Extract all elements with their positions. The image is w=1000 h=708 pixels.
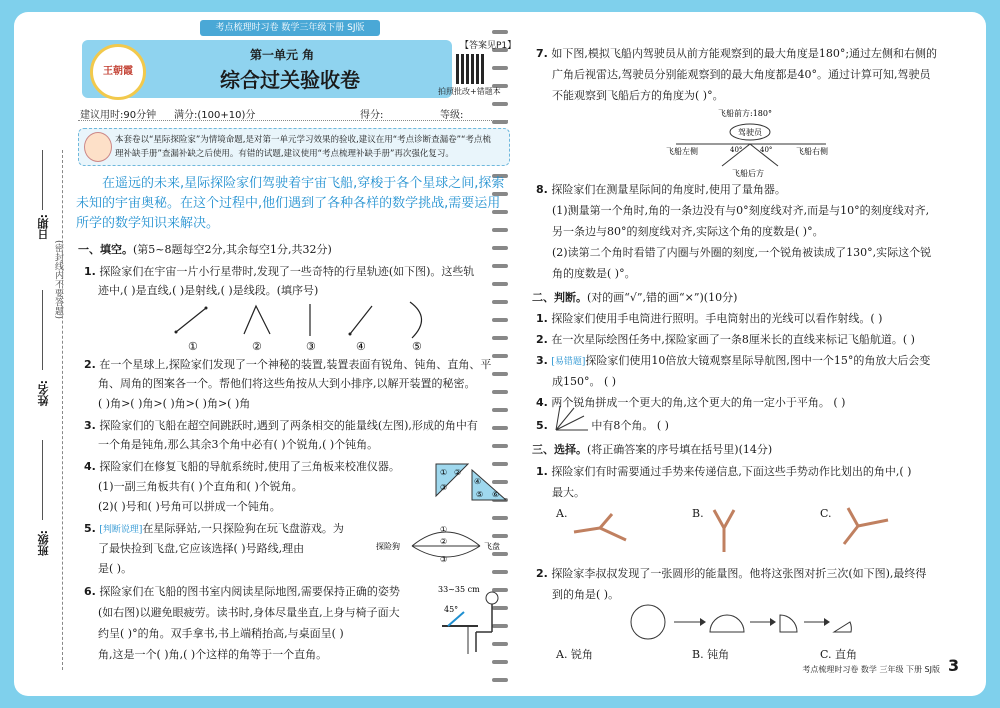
judge-1: [536, 309, 882, 328]
q1-line1: [84, 262, 474, 281]
q7-line3: 不能观察到飞船后方的角度为( )°。: [552, 89, 724, 102]
tri-label-2: ②: [454, 468, 462, 477]
q2-text: 在一个星球上,探险家们发现了一个神秘的装置,装置表面有锐角、钝角、直角、平: [99, 358, 492, 371]
tri-label-1: ①: [440, 468, 448, 477]
q6-line3: 约呈( )°的角。双手拿书,书上端稍抬高,与桌面呈( ): [98, 627, 344, 640]
answer-reference: 【答案见P1】: [460, 41, 517, 51]
route-label-1: ①: [440, 525, 448, 534]
q6-number: 6.: [84, 585, 96, 598]
q5-number: 5.: [84, 522, 96, 535]
section-1-desc: (第5~8题每空2分,其余每空1分,共32分): [133, 243, 332, 256]
triangle-ruler-figure: [434, 462, 508, 504]
q1-figure: [160, 298, 440, 353]
c2-option-a[interactable]: A. 锐角: [556, 648, 593, 661]
figure-label-4: ④: [356, 340, 366, 353]
q5-text: 在星际驿站,一只探险狗在玩飞盘游戏。为: [142, 522, 344, 535]
angle-shape-2: [244, 306, 270, 334]
section-2-title: 二、判断。: [532, 291, 587, 304]
endpoint-dot: [205, 307, 208, 310]
judge-3: [536, 351, 930, 372]
spiral-ring: [492, 102, 508, 106]
spiral-ring: [492, 660, 508, 664]
back-label: 飞船后方: [732, 169, 764, 178]
mascot-icon: [84, 132, 112, 162]
arrow-2-head: [770, 618, 776, 626]
q6-line4: 角,这是一个( )角,( )个这样的角等于一个直角。: [98, 648, 328, 661]
spiral-ring: [492, 354, 508, 358]
q5-line2: 了最快捡到飞盘,它应该选择( )号路线,理由: [98, 542, 305, 555]
page-footer: 考点梳理时习卷 数学 三年级 下册 SJ版: [802, 665, 940, 674]
q1-text: 探险家们在宇宙一片小行星带时,发现了一些奇特的行星轨迹(如下图)。这些轨: [99, 265, 475, 278]
figure-label-5: ⑤: [412, 340, 422, 353]
date-line: [42, 150, 43, 210]
spiral-ring: [492, 390, 508, 394]
section-1-title: 一、填空。: [78, 243, 133, 256]
spiral-ring: [492, 678, 508, 682]
q6-line1: [84, 582, 400, 601]
c2-number: 2.: [536, 567, 548, 580]
spiral-ring: [492, 372, 508, 376]
q7-line2: 广角后视雷达,驾驶员分别能观察到的最大角度都是40°。通过计算可知,驾驶员: [552, 68, 931, 81]
folding-circle-figure: [630, 604, 870, 640]
arrow-3-head: [824, 618, 830, 626]
judge-3-number: 3.: [536, 354, 548, 367]
q4-line3: (2)( )号和( )号角可以拼成一个钝角。: [98, 500, 281, 513]
c2-option-c[interactable]: C. 直角: [820, 648, 858, 661]
q8-text: 探险家们在测量星际间的角度时,使用了量角器。: [551, 183, 786, 196]
left-angle-label: 40°: [730, 146, 743, 154]
right-angle-label: 40°: [760, 146, 773, 154]
spiral-ring: [492, 426, 508, 430]
spiral-ring: [492, 300, 508, 304]
judge-2: [536, 330, 915, 349]
judge-5-text: 中有8个角。 ( ): [591, 419, 669, 432]
spiral-ring: [492, 264, 508, 268]
q5-tag: [判断说理]: [99, 525, 143, 535]
half-circle-shape: [710, 615, 744, 632]
seal-line: [62, 150, 64, 670]
dog-label: 探险狗: [376, 542, 400, 551]
spiral-ring: [492, 30, 508, 34]
c2-text: 探险家李叔叔发现了一张圆形的能量图。他将这张图对折三次(如下图),最终得: [551, 567, 927, 580]
judge-2-number: 2.: [536, 333, 548, 346]
got-score-label: 得分:: [360, 110, 384, 121]
spiral-ring: [492, 408, 508, 412]
q6-line2: (如右图)以避免眼疲劳。读书时,身体尽量坐直,上身与椅子面大: [98, 606, 400, 619]
section-1-heading: [78, 240, 332, 259]
tri-label-4: ④: [474, 477, 482, 486]
q2-line1: [84, 355, 491, 374]
q1-number: 1.: [84, 265, 96, 278]
judge-4-number: 4.: [536, 396, 548, 409]
qr-code-icon[interactable]: [456, 54, 486, 84]
brand-logo: 王朝霞: [90, 44, 146, 100]
class-line: [42, 440, 43, 520]
q7-figure: [666, 106, 836, 178]
c1-number: 1.: [536, 465, 548, 478]
seal-notice: (密封线内不要答题): [53, 240, 63, 320]
section-3-title: 三、选择。: [532, 443, 587, 456]
name-label: 姓名:: [37, 380, 50, 407]
section-2-desc: (对的画“√”,错的画“×”)(10分): [587, 291, 738, 304]
q4-number: 4.: [84, 460, 96, 473]
meta-divider: [78, 120, 508, 121]
distance-label: 33~35 cm: [438, 585, 480, 594]
front-label: 飞船前方:180°: [718, 109, 772, 118]
score-meta: 满分:(100+10)分: [174, 110, 256, 121]
q7-number: 7.: [536, 47, 548, 60]
tri-label-6: ⑥: [492, 490, 500, 499]
judge-2-text: 在一次星际绘图任务中,探险家画了一条8厘米长的直线来标记飞船航道。( ): [551, 333, 915, 346]
q8-number: 8.: [536, 183, 548, 196]
unit-title: 第一单元 角: [250, 48, 315, 62]
q8-line5: 角的度数是( )°。: [552, 267, 636, 280]
arrow-1-head: [700, 618, 706, 626]
figure-label-2: ②: [252, 340, 262, 353]
pilot-label: 驾驶员: [738, 128, 762, 137]
q8-line4: (2)读第二个角时看错了内圈与外圈的刻度,一个锐角被读成了130°,实际这个锐: [552, 246, 932, 259]
q3-text: 探险家们的飞船在超空间跳跃时,遇到了两条相交的能量线(左图),形成的角中有: [99, 419, 478, 432]
judge-1-text: 探险家们使用手电筒进行照明。手电筒射出的光线可以看作射线。( ): [551, 312, 883, 325]
time-meta: 建议用时:90分钟: [80, 110, 157, 121]
q7-text: 如下图,模拟飞船内驾驶员从前方能观察到的最大角度是180°;通过左侧和右侧的: [551, 47, 938, 60]
qr-caption: 拍照批改+错题本: [438, 87, 501, 96]
q5-line3: 是( )。: [98, 562, 133, 575]
q8-line2: (1)测量第一个角时,角的一条边没有与0°刻度线对齐,而是与10°的刻度线对齐,: [552, 204, 930, 217]
c1-option-b[interactable]: B.: [692, 507, 704, 520]
disc-label: 飞盘: [484, 542, 500, 551]
hand-gesture-a-icon: [570, 510, 630, 550]
q3-line1: [84, 416, 478, 435]
q2-line2: 角、周角的图案各一个。帮他们将这些角按从大到小排序,以解开装置的秘密。: [98, 377, 476, 390]
story-intro: 在遥远的未来,星际探险家们驾驶着宇宙飞船,穿梭于各个星球之间,探索未知的宇宙奥秘。在这个过程中,他们遇到了各种各样的数学挑战,需要运用所学的数学知识来解决。: [76, 176, 505, 231]
c1-text: 探险家们有时需要通过手势来传递信息,下面这些手势动作比划出的角中,( ): [551, 465, 912, 478]
figure-label-3: ③: [306, 340, 316, 353]
judge-4-text: 两个锐角拼成一个更大的角,这个更大的角一定小于平角。 ( ): [551, 396, 846, 409]
judge-5-number: 5.: [536, 419, 548, 432]
gesture-c-fingers: [844, 508, 888, 544]
judge-3-text: 探险家们使用10倍放大镜观察星际导航图,图中一个15°的角放大后会变: [585, 354, 931, 367]
judge-3-cont: 成150°。 ( ): [552, 375, 617, 388]
usage-note: [78, 128, 510, 166]
c2-line1: [536, 564, 926, 583]
ray-4: [350, 306, 372, 334]
c1-line1: [536, 462, 911, 481]
endpoint-dot: [175, 331, 178, 334]
left-label: 飞船左侧: [666, 147, 698, 156]
angle-fan-icon: [554, 406, 590, 434]
route-label-3: ③: [440, 555, 448, 564]
name-line: [42, 290, 43, 370]
eighth-circle-shape: [834, 622, 851, 632]
reading-posture-figure: [438, 582, 508, 658]
spiral-ring: [492, 282, 508, 286]
c1-option-a[interactable]: A.: [556, 507, 568, 520]
q3-number: 3.: [84, 419, 96, 432]
page-number: 3: [948, 656, 960, 675]
spiral-ring: [492, 336, 508, 340]
spiral-ring: [492, 66, 508, 70]
route-label-2: ②: [440, 537, 448, 546]
spiral-ring: [492, 246, 508, 250]
c2-line2: 到的角是( )。: [552, 588, 620, 601]
book-icon: [448, 612, 464, 626]
quarter-circle-shape: [780, 615, 797, 632]
tri-label-5: ⑤: [476, 490, 484, 499]
page-title: 综合过关验收卷: [220, 68, 360, 92]
book-angle-label: 45°: [444, 605, 459, 614]
series-banner: 考点梳理时习卷 数学三年级下册 SJ版: [200, 20, 380, 36]
c1-option-c[interactable]: C.: [820, 507, 832, 520]
judge-3-tag: [易错题]: [551, 357, 586, 367]
q8-line3: 另一条边与80°的刻度线对齐,实际这个角的度数是( )°。: [552, 225, 824, 238]
gesture-a-fingers: [574, 514, 626, 540]
dog-route-figure: [376, 522, 506, 568]
spiral-ring: [492, 318, 508, 322]
gesture-b-fingers: [714, 510, 734, 552]
class-label: 班级:: [37, 530, 50, 557]
q2-line3: ( )角>( )角>( )角>( )角>( )角: [98, 397, 251, 410]
curve-5: [410, 302, 422, 338]
c1-line2: 最大。: [552, 486, 585, 499]
q5-line1: [84, 519, 344, 540]
q4-text: 探险家们在修复飞船的导航系统时,使用了三角板来校准仪器。: [99, 460, 400, 473]
grade-label: 等级:: [440, 110, 464, 121]
right-label: 飞船右侧: [796, 147, 828, 156]
figure-label-1: ①: [188, 340, 198, 353]
spiral-ring: [492, 444, 508, 448]
line-segment-1: [176, 308, 206, 332]
section-2-heading: [532, 288, 737, 307]
q3-line2: 一个角是钝角,那么其余3个角中必有( )个锐角,( )个钝角。: [98, 438, 379, 451]
tri-label-3: ③: [440, 483, 448, 492]
c2-option-b[interactable]: B. 钝角: [692, 648, 730, 661]
section-3-desc: (将正确答案的序号填在括号里)(14分): [587, 443, 773, 456]
date-label: 日期:: [37, 214, 50, 241]
q1-line2: 迹中,( )是直线,( )是射线,( )是线段。(填序号): [98, 284, 319, 297]
q8-line1: [536, 180, 786, 199]
hand-gesture-c-icon: [838, 506, 892, 546]
q2-number: 2.: [84, 358, 96, 371]
spiral-ring: [492, 516, 508, 520]
judge-1-number: 1.: [536, 312, 548, 325]
section-3-heading: [532, 440, 772, 459]
usage-note-text: 本套卷以“星际探险家”为情境命题,是对第一单元学习效果的验收,建议在用“考点诊断查漏卷”“考点梳理补缺手册”查漏补缺之后使用。有错的试题,建议使用“考点梳理补缺手册”再次强化复习。: [115, 135, 491, 159]
q4-line2: (1)一副三角板共有( )个直角和( )个锐角。: [98, 480, 303, 493]
q7-line1: [536, 44, 937, 63]
q4-line1: [84, 457, 400, 476]
full-circle-shape: [631, 605, 665, 639]
fan-ray: [556, 416, 584, 430]
spiral-ring: [492, 570, 508, 574]
endpoint-dot: [349, 333, 352, 336]
hand-gesture-b-icon: [704, 508, 744, 554]
reader-head-icon: [486, 592, 498, 604]
q6-text: 探险家们在飞船的图书室内阅读星际地图,需要保持正确的姿势: [99, 585, 400, 598]
